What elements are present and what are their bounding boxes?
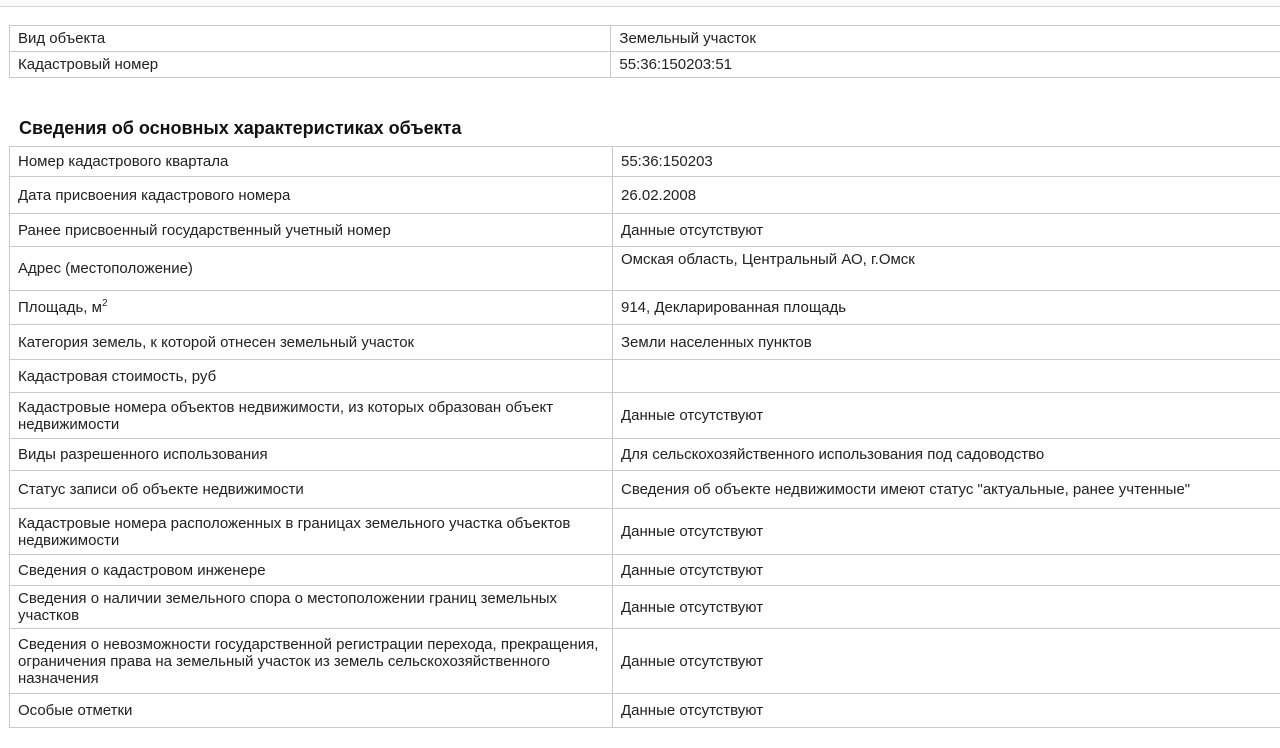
table-row [10, 325, 1280, 360]
top-border [0, 0, 1280, 7]
characteristics-table [9, 146, 1280, 728]
row-label: Виды разрешенного использования [10, 439, 613, 471]
row-label: Номер кадастрового квартала [10, 147, 613, 177]
row-value: Данные отсутствуют [613, 393, 1280, 439]
table-row [10, 586, 1280, 629]
row-value: Данные отсутствуют [613, 586, 1280, 629]
row-label: Ранее присвоенный государственный учетный номер [10, 214, 613, 247]
table-row [10, 147, 1280, 177]
row-label: Адрес (местоположение) [10, 247, 613, 291]
row-label: Вид объекта [10, 26, 611, 52]
row-value: Земли населенных пунктов [613, 325, 1280, 360]
table-row [10, 177, 1280, 214]
row-value: Земельный участок [611, 26, 1280, 52]
row-value: Омская область, Центральный АО, г.Омск [613, 247, 1280, 291]
row-label: Сведения о наличии земельного спора о местоположении границ земельных участков [10, 586, 613, 629]
row-label: Особые отметки [10, 694, 613, 728]
row-value: 26.02.2008 [613, 177, 1280, 214]
area-unit-superscript: 2 [101, 298, 108, 309]
row-label: Статус записи об объекте недвижимости [10, 471, 613, 509]
table-row [10, 360, 1280, 393]
table-row [10, 26, 1280, 52]
row-value: 55:36:150203 [613, 147, 1280, 177]
section-title: Сведения об основных характеристиках объекта [19, 118, 462, 138]
row-label: Категория земель, к которой отнесен земельный участок [10, 325, 613, 360]
table-row [10, 629, 1280, 694]
table-row [10, 694, 1280, 728]
table-row [10, 393, 1280, 439]
row-label: Сведения о невозможности государственной регистрации перехода, прекращения, ограничения права на земельный участок из земель сельскохозяйственного назначения [10, 629, 613, 694]
row-value: Данные отсутствуют [613, 694, 1280, 728]
row-label [10, 291, 613, 325]
table-row [10, 555, 1280, 586]
row-value [613, 360, 1280, 393]
row-value: Данные отсутствуют [613, 629, 1280, 694]
row-value: 55:36:150203:51 [611, 52, 1280, 78]
table-row [10, 247, 1280, 291]
row-value: Для сельскохозяйственного использования под садоводство [613, 439, 1280, 471]
row-label: Кадастровые номера объектов недвижимости, из которых образован объект недвижимости [10, 393, 613, 439]
row-label: Дата присвоения кадастрового номера [10, 177, 613, 214]
row-label: Кадастровый номер [10, 52, 611, 78]
object-info-table [9, 25, 1280, 78]
row-value: Данные отсутствуют [613, 555, 1280, 586]
table-row [10, 214, 1280, 247]
area-label-text: Площадь, м [18, 299, 102, 316]
table-row [10, 439, 1280, 471]
table-row [10, 291, 1280, 325]
row-label: Сведения о кадастровом инженере [10, 555, 613, 586]
table-row [10, 52, 1280, 78]
row-value: Данные отсутствуют [613, 509, 1280, 555]
row-value: Сведения об объекте недвижимости имеют статус "актуальные, ранее учтенные" [613, 471, 1280, 509]
row-value: 914, Декларированная площадь [613, 291, 1280, 325]
row-label: Кадастровые номера расположенных в границах земельного участка объектов недвижимости [10, 509, 613, 555]
row-value: Данные отсутствуют [613, 214, 1280, 247]
row-label: Кадастровая стоимость, руб [10, 360, 613, 393]
table-row [10, 471, 1280, 509]
table-row [10, 509, 1280, 555]
